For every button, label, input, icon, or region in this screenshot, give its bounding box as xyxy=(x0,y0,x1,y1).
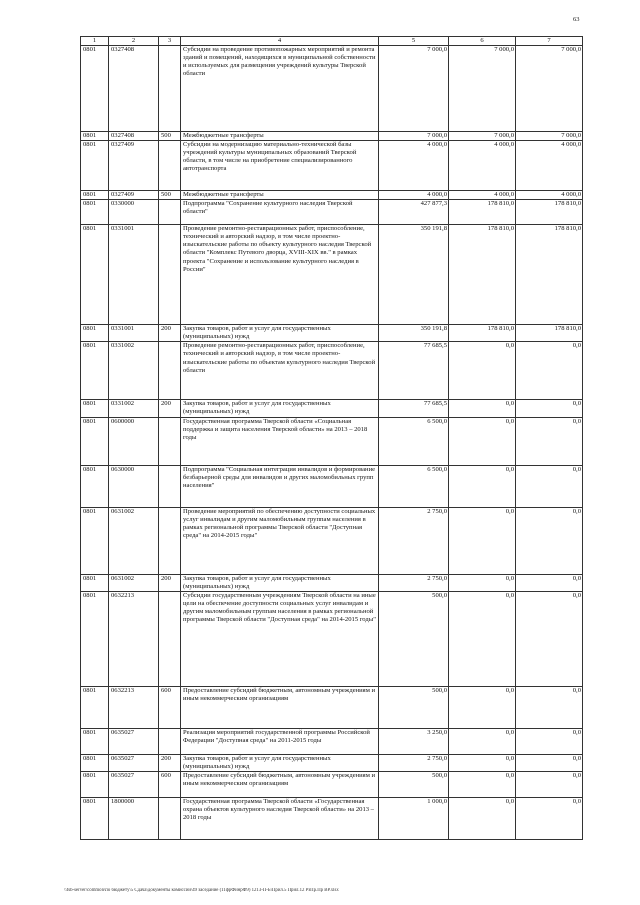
amount-col5: 7 000,0 xyxy=(379,46,449,132)
amount-col7: 0,0 xyxy=(516,507,583,574)
amount-col7: 178 810,0 xyxy=(516,200,583,225)
amount-col5: 500,0 xyxy=(379,686,449,728)
section-code: 0801 xyxy=(81,686,109,728)
description: Закупка товаров, работ и услуг для государственных (муниципальных) нужд xyxy=(181,325,379,342)
expense-type xyxy=(159,591,181,686)
expense-type xyxy=(159,728,181,754)
file-path-footer: \\fsb-server\common\по бюджету\5 Сдача\документы комиссии\49 заседание (11фрФинрФ9) 1213-П-Б\Прил.5 Прил.12 РзПр.Пр ВР.xlsx xyxy=(64,888,339,893)
amount-col7: 4 000,0 xyxy=(516,141,583,191)
amount-col7: 0,0 xyxy=(516,728,583,754)
section-code: 0801 xyxy=(81,797,109,839)
table-row xyxy=(81,46,583,132)
table-row xyxy=(81,465,583,507)
amount-col7: 0,0 xyxy=(516,686,583,728)
description: Межбюджетные трансферты xyxy=(181,191,379,200)
expense-type xyxy=(159,200,181,225)
table-row xyxy=(81,191,583,200)
description: Проведение ремонтно-реставрационных работ, приспособление, технический и авторский надзор, в том числе проектно-изыскательские работы по объекту культурного наследия Тверской области "Комплекс Путевого дворца, XVIII-XIX вв." в рамках проекта "Сохранение и использование культурного наследия в России" xyxy=(181,225,379,325)
section-code: 0801 xyxy=(81,771,109,797)
section-code: 0801 xyxy=(81,507,109,574)
target-article: 0630000 xyxy=(109,465,159,507)
target-article: 0331002 xyxy=(109,400,159,417)
column-header-4: 4 xyxy=(181,37,379,46)
table-row xyxy=(81,141,583,191)
amount-col5: 3 250,0 xyxy=(379,728,449,754)
section-code: 0801 xyxy=(81,342,109,400)
amount-col6: 178 810,0 xyxy=(449,325,516,342)
description: Реализация мероприятий государственной программы Российской Федерации "Доступная среда" на 2011-2015 годы xyxy=(181,728,379,754)
section-code: 0801 xyxy=(81,591,109,686)
amount-col6: 4 000,0 xyxy=(449,191,516,200)
section-code: 0801 xyxy=(81,325,109,342)
amount-col5: 77 685,5 xyxy=(379,400,449,417)
target-article: 0631002 xyxy=(109,507,159,574)
amount-col5: 77 685,5 xyxy=(379,342,449,400)
amount-col6: 0,0 xyxy=(449,728,516,754)
target-article: 1800000 xyxy=(109,797,159,839)
description: Государственная программа Тверской области «Государственная охрана объектов культурного наследия Тверской области» на 2013 – 2018 годы xyxy=(181,797,379,839)
target-article: 0327408 xyxy=(109,46,159,132)
description: Закупка товаров, работ и услуг для государственных (муниципальных) нужд xyxy=(181,754,379,771)
amount-col5: 500,0 xyxy=(379,771,449,797)
section-code: 0801 xyxy=(81,754,109,771)
target-article: 0635027 xyxy=(109,728,159,754)
table-row xyxy=(81,417,583,465)
column-header-5: 5 xyxy=(379,37,449,46)
amount-col7: 0,0 xyxy=(516,797,583,839)
amount-col6: 0,0 xyxy=(449,507,516,574)
description: Предоставление субсидий бюджетным, автономным учреждениям и иным некоммерческим организациям xyxy=(181,771,379,797)
section-code: 0801 xyxy=(81,400,109,417)
amount-col6: 0,0 xyxy=(449,771,516,797)
expense-type xyxy=(159,465,181,507)
expense-type xyxy=(159,797,181,839)
section-code: 0801 xyxy=(81,225,109,325)
amount-col7: 0,0 xyxy=(516,342,583,400)
target-article: 0600000 xyxy=(109,417,159,465)
amount-col6: 0,0 xyxy=(449,574,516,591)
column-header-1: 1 xyxy=(81,37,109,46)
section-code: 0801 xyxy=(81,191,109,200)
table-row xyxy=(81,507,583,574)
description: Подпрограмма "Сохранение культурного наследия Тверской области" xyxy=(181,200,379,225)
description: Проведение мероприятий по обеспечению доступности социальных услуг инвалидам и другим маломобильным группам населения в рамках региональной программы Тверской области "Доступная среда" на 2014-2015 годы" xyxy=(181,507,379,574)
amount-col7: 0,0 xyxy=(516,771,583,797)
expense-type: 200 xyxy=(159,754,181,771)
amount-col6: 7 000,0 xyxy=(449,132,516,141)
expense-type: 500 xyxy=(159,191,181,200)
description: Межбюджетные трансферты xyxy=(181,132,379,141)
column-header-2: 2 xyxy=(109,37,159,46)
table-row xyxy=(81,325,583,342)
description: Субсидии на проведение противопожарных мероприятий и ремонта зданий и помещений, находящихся в муниципальной собственности и используемых для размещения учреждений культуры Тверской области xyxy=(181,46,379,132)
amount-col7: 178 810,0 xyxy=(516,225,583,325)
table-row xyxy=(81,200,583,225)
target-article: 0331002 xyxy=(109,342,159,400)
target-article: 0632213 xyxy=(109,686,159,728)
amount-col5: 4 000,0 xyxy=(379,191,449,200)
table-row xyxy=(81,686,583,728)
table-row xyxy=(81,342,583,400)
expense-type: 200 xyxy=(159,325,181,342)
amount-col7: 0,0 xyxy=(516,400,583,417)
amount-col5: 350 191,8 xyxy=(379,225,449,325)
amount-col6: 178 810,0 xyxy=(449,225,516,325)
amount-col6: 0,0 xyxy=(449,754,516,771)
table-row xyxy=(81,132,583,141)
amount-col5: 2 750,0 xyxy=(379,754,449,771)
table-row xyxy=(81,225,583,325)
column-header-6: 6 xyxy=(449,37,516,46)
amount-col6: 0,0 xyxy=(449,400,516,417)
amount-col5: 7 000,0 xyxy=(379,132,449,141)
table-row xyxy=(81,797,583,839)
amount-col6: 0,0 xyxy=(449,342,516,400)
amount-col6: 0,0 xyxy=(449,465,516,507)
expense-type xyxy=(159,141,181,191)
amount-col6: 4 000,0 xyxy=(449,141,516,191)
target-article: 0632213 xyxy=(109,591,159,686)
amount-col6: 178 810,0 xyxy=(449,200,516,225)
description: Субсидии на модернизацию материально-технической базы учреждений культуры муниципальных образований Тверской области, в том числе на приобретение специализированного автотранспорта xyxy=(181,141,379,191)
target-article: 0327409 xyxy=(109,141,159,191)
amount-col5: 500,0 xyxy=(379,591,449,686)
page-number: 63 xyxy=(573,16,580,23)
table-row xyxy=(81,771,583,797)
description: Проведение ремонтно-реставрационных работ, приспособление, технический и авторский надзор, в том числе проектно-изыскательские работы по объектам культурного наследия Тверской области xyxy=(181,342,379,400)
amount-col6: 0,0 xyxy=(449,417,516,465)
table-row xyxy=(81,591,583,686)
description: Закупка товаров, работ и услуг для государственных (муниципальных) нужд xyxy=(181,400,379,417)
expense-type: 600 xyxy=(159,771,181,797)
amount-col6: 7 000,0 xyxy=(449,46,516,132)
section-code: 0801 xyxy=(81,728,109,754)
amount-col5: 6 500,0 xyxy=(379,465,449,507)
table-row xyxy=(81,728,583,754)
amount-col7: 0,0 xyxy=(516,591,583,686)
amount-col7: 0,0 xyxy=(516,754,583,771)
table-row xyxy=(81,574,583,591)
expense-type: 500 xyxy=(159,132,181,141)
description: Закупка товаров, работ и услуг для государственных (муниципальных) нужд xyxy=(181,574,379,591)
amount-col5: 6 500,0 xyxy=(379,417,449,465)
expense-type: 200 xyxy=(159,574,181,591)
column-header-7: 7 xyxy=(516,37,583,46)
section-code: 0801 xyxy=(81,200,109,225)
target-article: 0330000 xyxy=(109,200,159,225)
table-body xyxy=(81,46,583,840)
expense-type xyxy=(159,417,181,465)
description: Государственная программа Тверской области «Социальная поддержка и защита населения Тверской области» на 2013 – 2018 годы xyxy=(181,417,379,465)
section-code: 0801 xyxy=(81,46,109,132)
description: Подпрограмма "Социальная интеграция инвалидов и формирование безбарьерной среды для инвалидов и других маломобильных групп населения" xyxy=(181,465,379,507)
expense-type xyxy=(159,507,181,574)
section-code: 0801 xyxy=(81,465,109,507)
amount-col7: 0,0 xyxy=(516,465,583,507)
expense-type xyxy=(159,342,181,400)
amount-col7: 178 810,0 xyxy=(516,325,583,342)
amount-col6: 0,0 xyxy=(449,686,516,728)
section-code: 0801 xyxy=(81,132,109,141)
amount-col5: 350 191,8 xyxy=(379,325,449,342)
expense-type xyxy=(159,225,181,325)
target-article: 0631002 xyxy=(109,574,159,591)
description: Предоставление субсидий бюджетным, автономным учреждениям и иным некоммерческим организациям xyxy=(181,686,379,728)
budget-table xyxy=(80,36,583,840)
target-article: 0635027 xyxy=(109,754,159,771)
target-article: 0635027 xyxy=(109,771,159,797)
amount-col5: 2 750,0 xyxy=(379,507,449,574)
description: Субсидии государственным учреждениям Тверской области на иные цели на обеспечение доступности социальных услуг инвалидам и другим маломобильным группам населения в рамках региональной программы Тверской области "Доступная среда" на 2014-2015 годы" xyxy=(181,591,379,686)
amount-col7: 4 000,0 xyxy=(516,191,583,200)
target-article: 0327409 xyxy=(109,191,159,200)
target-article: 0327408 xyxy=(109,132,159,141)
expense-type xyxy=(159,46,181,132)
amount-col5: 427 877,3 xyxy=(379,200,449,225)
header-row xyxy=(81,37,583,46)
column-header-3: 3 xyxy=(159,37,181,46)
amount-col6: 0,0 xyxy=(449,797,516,839)
table-row xyxy=(81,400,583,417)
amount-col6: 0,0 xyxy=(449,591,516,686)
amount-col5: 2 750,0 xyxy=(379,574,449,591)
expense-type: 600 xyxy=(159,686,181,728)
target-article: 0331001 xyxy=(109,325,159,342)
amount-col7: 0,0 xyxy=(516,417,583,465)
amount-col7: 7 000,0 xyxy=(516,132,583,141)
section-code: 0801 xyxy=(81,574,109,591)
table-row xyxy=(81,754,583,771)
amount-col7: 0,0 xyxy=(516,574,583,591)
amount-col5: 1 000,0 xyxy=(379,797,449,839)
target-article: 0331001 xyxy=(109,225,159,325)
section-code: 0801 xyxy=(81,417,109,465)
amount-col7: 7 000,0 xyxy=(516,46,583,132)
expense-type: 200 xyxy=(159,400,181,417)
amount-col5: 4 000,0 xyxy=(379,141,449,191)
section-code: 0801 xyxy=(81,141,109,191)
